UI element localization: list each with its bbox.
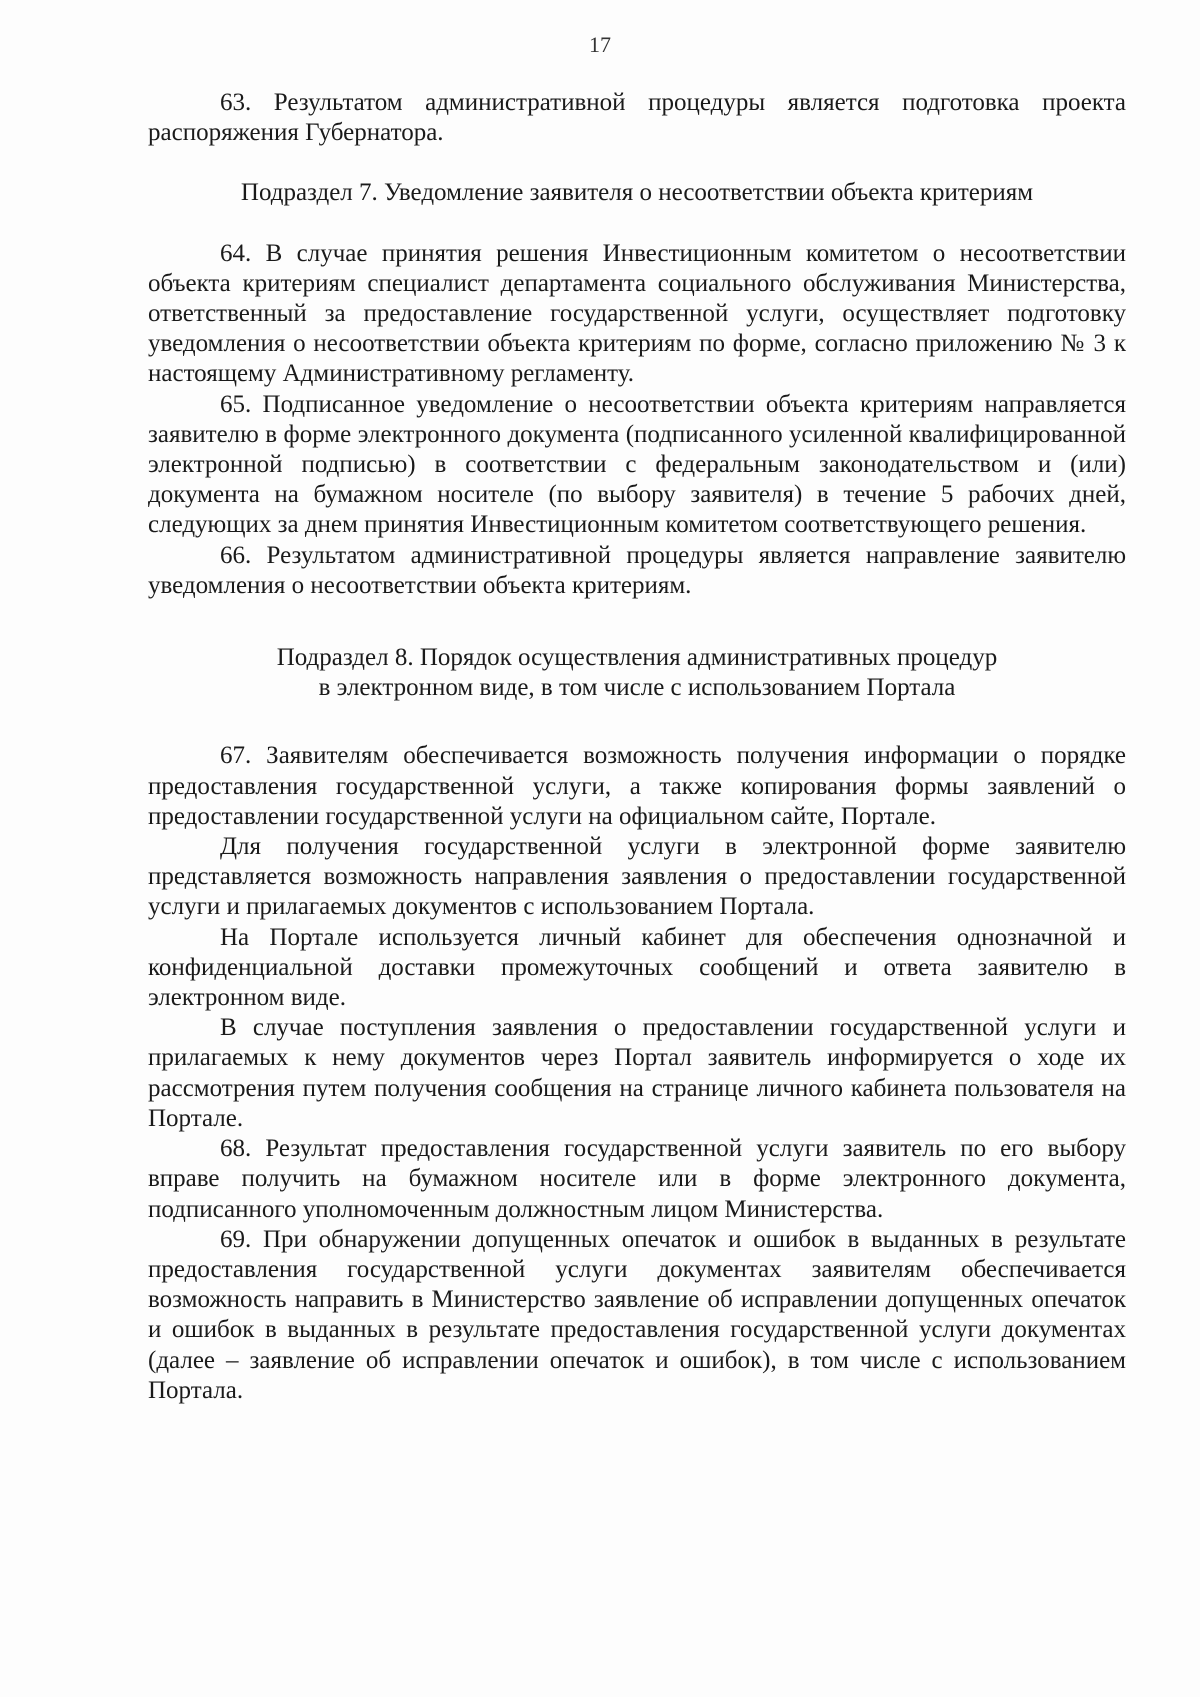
paragraph-66: 66. Результатом административной процедуры является направление заявителю уведомления о несоответствии объекта критериям.: [148, 541, 1126, 599]
paragraph-63: 63. Результатом административной процедуры является подготовка проекта распоряжения Губернатора.: [148, 89, 1126, 147]
paragraph-64: 64. В случае принятия решения Инвестиционным комитетом о несоответствии объекта критериям специалист департамента социального обслуживания Министерства, ответственный за предоставление государственной услуги, осуществляет подготовку уведомления о несоответствии объекта критериям по форме, согласно приложению № 3 к настоящему Административному регламенту.: [148, 239, 1126, 388]
paragraph-67-status-info: В случае поступления заявления о предоставлении государственной услуги и прилагаемых к нему документов через Портал заявитель информируется о ходе их рассмотрения путем получения сообщения на странице личного кабинета пользователя на Портале.: [148, 1014, 1126, 1132]
subsection-8-heading-line-1: Подраздел 8. Порядок осуществления административных процедур: [276, 644, 998, 672]
paragraph-65: 65. Подписанное уведомление о несоответствии объекта критериям направляется заявителю в форме электронного документа (подписанного усиленной квалифицированной электронной подписью) в соответствии с федеральным законодательством и (или) документа на бумажном носителе (по выбору заявителя) в течение 5 рабочих дней, следующих за днем принятия Инвестиционным комитетом соответствующего решения.: [148, 390, 1126, 539]
spacer: [148, 601, 1126, 643]
page-number: 17: [589, 32, 611, 57]
spacer: [148, 148, 1126, 178]
paragraph-67-electronic-form: Для получения государственной услуги в электронной форме заявителю представляется возможность направления заявления о предоставлении государственной услуги и прилагаемых документов с использованием Портала.: [148, 833, 1126, 921]
paragraph-68: 68. Результат предоставления государственной услуги заявитель по его выбору вправе получить на бумажном носителе или в форме электронного документа, подписанного уполномоченным должностным лицом Министерства.: [148, 1135, 1126, 1223]
paragraph-67-personal-account: На Портале используется личный кабинет для обеспечения однозначной и конфиденциальной доставки промежуточных сообщений и ответа заявителю в электронном виде.: [148, 923, 1126, 1012]
spacer: [148, 703, 1126, 741]
document-body: [148, 88, 1126, 1406]
paragraph-67: 67. Заявителям обеспечивается возможность получения информации о порядке предоставления государственной услуги, а также копирования формы заявлений о предоставлении государственной услуги на официальном сайте, Портале.: [148, 742, 1126, 830]
spacer: [148, 209, 1126, 239]
paragraph-69: 69. При обнаружении допущенных опечаток и ошибок в выданных в результате предоставления государственной услуги документах заявителям обеспечивается возможность направить в Министерство заявление об исправлении допущенных опечаток и ошибок в выданных в результате предоставления государственной услуги документах (далее – заявление об исправлении опечаток и ошибок), в том числе с использованием Портала.: [148, 1225, 1126, 1404]
subsection-7-heading: Подраздел 7. Уведомление заявителя о несоответствии объекта критериям: [240, 179, 1034, 207]
subsection-8-heading-line-2: в электронном виде, в том числе с использованием Портала: [318, 674, 956, 702]
